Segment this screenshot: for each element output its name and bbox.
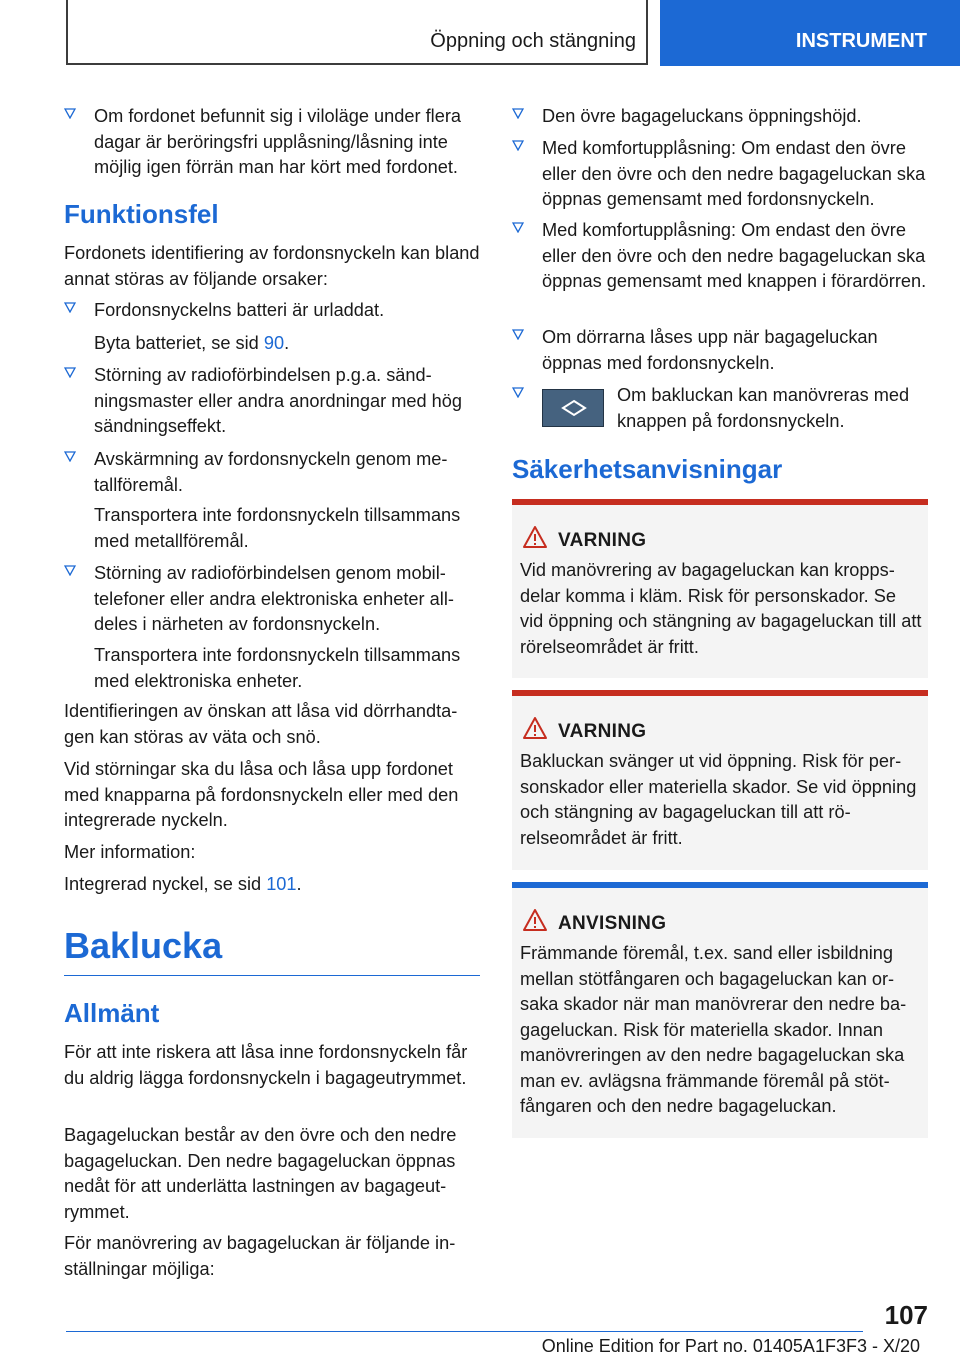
list-item-text: Fordonsnyckelns batteri är urladdat. [94, 300, 385, 320]
warning-bar [512, 690, 928, 696]
warning-text: Bakluckan svänger ut vid öppning. Risk för personskador eller materiella skador. Se vid öppning och stängning av bagageluckan till att rörelseområdet är fritt. [520, 751, 917, 848]
list-item-subtext: Transportera inte fordonsnyckeln tillsammans med elektroniska enheter. [94, 645, 461, 691]
paragraph: Bagageluckan består av den övre och den nedre bagageluckan. Den nedre bagageluckan öppnas nedåt för att underlätta lastningen av bagageutrymmet. [64, 1125, 457, 1222]
warning-triangle-icon [522, 716, 548, 748]
warning-bar [512, 499, 928, 505]
list-item-text: Om bakluckan kan manövreras med knappen på fordonsnyckeln. [617, 385, 910, 431]
triangle-bullet-icon [512, 328, 524, 340]
note-title: ANVISNING [558, 913, 667, 934]
header-section-title: Öppning och stängning [430, 30, 636, 52]
header-left-rule [66, 0, 68, 64]
warning-title: VARNING [558, 530, 647, 551]
triangle-bullet-icon [64, 564, 76, 576]
warning-text: Vid manövrering av bagageluckan kan kroppsdelar komma i kläm. Risk för personskador. Se vid öppning och stängning av bagageluckan till att rörelseområdet är fritt. [520, 560, 922, 657]
list-item-text: Avskärmning av fordonsnyckeln genom metallföremål. [94, 449, 448, 495]
triangle-bullet-icon [512, 221, 524, 233]
header-right-rule [646, 0, 648, 64]
list-item [512, 218, 928, 295]
footer-edition: Online Edition for Part no. 01405A1F3F3 - X/20 [541, 1336, 920, 1356]
heading-baklucka: Baklucka [64, 925, 223, 966]
triangle-bullet-icon [512, 139, 524, 151]
subtext-end: . [284, 333, 290, 353]
paragraph: För manövrering av bagageluckan är följande inställningar möjliga: [64, 1233, 456, 1279]
paragraph: För att inte riskera att låsa inne fordonsnyckeln får du aldrig lägga fordonsnyckeln i bagageutrymmet. [64, 1042, 468, 1088]
list-item [64, 447, 480, 498]
paragraph: Fordonets identifiering av fordonsnyckeln kan bland annat störas av följande orsaker: [64, 243, 480, 289]
warning-box [512, 690, 928, 870]
list-item-text: Om fordonet befunnit sig i viloläge under flera dagar är beröringsfri upplåsning/låsning inte möjlig igen förrän man har kört med fordonet. [94, 106, 461, 177]
paragraph-end: . [296, 874, 302, 894]
subtext-label: Byta batteriet, se sid [94, 333, 264, 353]
list-item [512, 104, 928, 130]
note-box [512, 882, 928, 1138]
paragraph: Identifieringen av önskan att låsa vid dörrhandtagen kan störas av väta och snö. [64, 701, 458, 747]
header-bottom-rule [66, 63, 648, 65]
heading-allmant: Allmänt [64, 998, 160, 1028]
list-item-text: Med komfortupplåsning: Om endast den övre eller den övre och den nedre bagageluckan ska öppnas gemensamt med knappen i förardörren. [542, 220, 927, 291]
triangle-bullet-icon [64, 366, 76, 378]
warning-triangle-icon [522, 908, 548, 940]
tailgate-key-button-icon [542, 389, 604, 427]
heading-rule [64, 975, 480, 976]
page-number: 107 [884, 1300, 928, 1330]
heading-sakerhetsanvisningar: Säkerhetsanvisningar [512, 454, 783, 484]
warning-title: VARNING [558, 721, 647, 742]
note-bar [512, 882, 928, 888]
header-chapter-tab[interactable]: INSTRUMENT [660, 0, 960, 66]
footer-rule [66, 1331, 863, 1332]
heading-funktionsfel: Funktionsfel [64, 199, 219, 229]
paragraph [64, 872, 480, 898]
list-item-subtext: Transportera inte fordonsnyckeln tillsammans med metallföremål. [94, 505, 461, 551]
list-item-text: Om dörrarna låses upp när bagageluckan öppnas med fordonsnyckeln. [542, 327, 878, 373]
warning-triangle-icon [522, 525, 548, 557]
list-item-text: Störning av radioförbindelsen genom mobiltelefoner eller andra elektroniska enheter alldeles i närheten av fordonsnyckeln. [94, 563, 454, 634]
list-item [512, 136, 928, 213]
note-text: Främmande föremål, t.ex. sand eller isbildning mellan stötfångaren och bagageluckan kan orsaka skador när man manövrerar den nedre bagageluckan. Risk för materiella skador. Innan manövreringen av den nedre bagageluckan ska man ev. avlägsna främmande föremål på stötfångaren och den nedre bagageluckan. [520, 943, 907, 1116]
page-link-101[interactable]: 101 [266, 874, 297, 894]
warning-box [512, 499, 928, 678]
paragraph: Vid störningar ska du låsa och låsa upp fordonet med knapparna på fordonsnyckeln eller med den integrerade nyckeln. [64, 759, 459, 830]
list-item [64, 298, 480, 324]
list-item-text: Störning av radioförbindelsen p.g.a. sändningsmaster eller andra anordningar med hög sändningseffekt. [94, 365, 463, 436]
list-item [64, 104, 480, 181]
list-item [512, 325, 928, 376]
paragraph: Mer information: [64, 842, 196, 862]
paragraph-label: Integrerad nyckel, se sid [64, 874, 267, 894]
list-item [64, 561, 480, 638]
page-link-90[interactable]: 90 [263, 333, 285, 353]
list-item [64, 363, 480, 440]
triangle-bullet-icon [64, 107, 76, 119]
triangle-bullet-icon [512, 386, 524, 398]
list-item-text: Den övre bagageluckans öppningshöjd. [542, 106, 862, 126]
list-item-subtext [94, 331, 480, 357]
triangle-bullet-icon [512, 107, 524, 119]
triangle-bullet-icon [64, 450, 76, 462]
list-item-text: Med komfortupplåsning: Om endast den övre eller den övre och den nedre bagageluckan ska öppnas gemensamt med fordonsnyckeln. [542, 138, 926, 209]
triangle-bullet-icon [64, 301, 76, 313]
